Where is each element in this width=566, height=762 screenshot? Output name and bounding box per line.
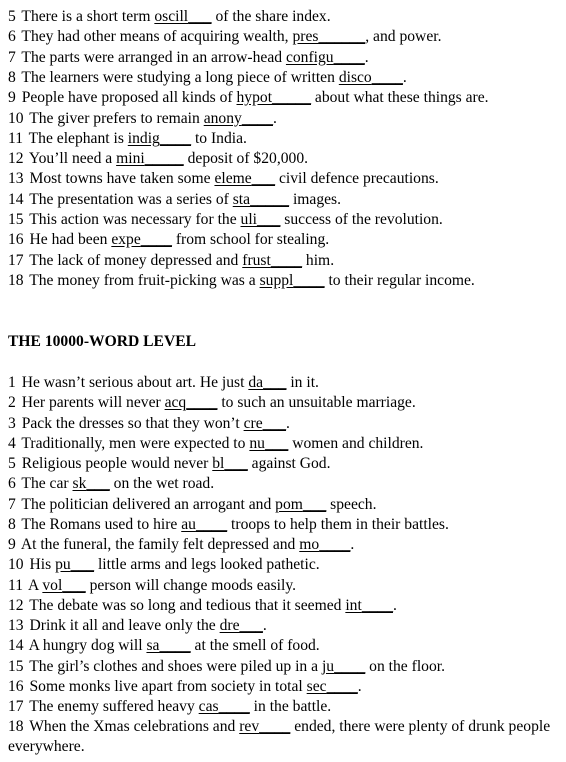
item-stem: nu [249,434,265,452]
exercise-item [8,576,566,596]
item-number: 12 [8,596,24,614]
item-text-before: Drink it all and leave only the [25,617,220,634]
item-text-after: in it. [286,374,319,391]
exercise-item [8,27,566,47]
exercise-item [8,414,566,434]
item-stem: mo [299,536,320,553]
item-text-after: . [402,68,407,86]
item-stem: frust [242,251,271,269]
item-number: 9 [8,536,16,553]
item-text-before: The enemy suffered heavy [25,698,199,715]
item-text-after: him. [302,251,335,269]
exercise-item [8,230,566,250]
item-stem: bl [212,455,225,472]
exercise-item [8,515,566,535]
item-text-after: about what these things are. [311,89,489,107]
item-blank: ____ [159,637,191,655]
item-blank: ___ [302,495,327,513]
item-number: 4 [8,434,16,452]
item-blank: ____ [361,596,393,614]
item-number: 16 [8,231,24,249]
item-stem: expe [111,231,141,249]
item-text-before: He wasn’t serious about art. He just [17,374,249,391]
item-blank: ____ [319,536,351,553]
item-text-before: Religious people would never [17,455,213,472]
item-blank: ___ [257,211,281,228]
item-text-after: . [350,536,355,553]
exercise-item [8,271,566,291]
exercise-item [8,657,566,677]
item-blank: ___ [70,556,95,574]
item-stem: cas [198,698,219,715]
item-number: 9 [8,89,16,107]
item-number: 6 [8,28,16,46]
item-number: 6 [8,475,16,493]
exercise-item [8,555,566,575]
item-text-before: Most towns have taken some [25,170,215,188]
item-text-after: ended, there were plenty of drunk people everywhere. [8,718,551,756]
item-number: 14 [8,190,24,208]
item-text-before: The Romans used to hire [17,515,182,533]
item-blank: ____ [186,394,218,412]
item-stem: pom [275,495,303,513]
item-blank: ____ [334,657,366,675]
item-blank: ____ [293,271,325,289]
item-text-after: person will change moods easily. [85,576,297,594]
item-text-after: civil defence precautions. [275,170,439,188]
item-text-before: Traditionally, men were expected to [17,434,250,452]
item-text-after: . [273,109,277,127]
item-stem: cre [243,414,263,432]
item-number: 7 [8,495,16,513]
item-text-before: There is a short term [17,8,155,25]
item-number: 15 [8,657,24,675]
item-number: 16 [8,677,24,695]
item-text-before: They had other means of acquiring wealth, [17,28,293,46]
item-number: 11 [8,129,24,147]
item-text-after: deposit of $20,000. [183,150,309,168]
section-heading: THE 10000-WORD LEVEL [8,333,197,350]
item-number: 13 [8,617,24,634]
item-text-after: against God. [247,455,331,472]
item-stem: dre [219,617,240,634]
exercise-item [8,616,566,636]
item-text-after: troops to help them in their battles. [227,515,449,533]
item-number: 3 [8,414,16,432]
item-stem: uli [240,211,257,228]
item-number: 10 [8,556,24,574]
item-text-after: at the smell of food. [190,637,320,655]
exercise-item [8,373,566,393]
item-text-after: in the battle. [249,698,332,715]
item-text-before: The learners were studying a long piece of written [17,68,339,86]
item-text-before: You’ll need a [25,150,117,168]
exercise-item [8,129,566,149]
item-blank: ______ [318,28,366,46]
item-text-before: When the Xmas celebrations and [25,718,240,736]
item-blank: ___ [239,617,263,634]
item-blank: _____ [250,190,290,208]
exercise-item [8,68,566,88]
item-text-before: The lack of money depressed and [25,251,243,269]
item-number: 12 [8,150,24,168]
item-text-before: His [25,556,56,574]
item-stem: int [345,596,362,614]
item-blank: ____ [159,129,192,147]
item-stem: mini [116,150,145,168]
item-blank: ___ [188,8,212,25]
item-stem: acq [164,394,187,412]
item-text-before: A hungry dog will [25,637,147,655]
exercise-item [8,210,566,230]
item-number: 1 [8,374,16,391]
item-blank: ___ [263,374,287,391]
item-blank: ____ [326,677,358,695]
item-stem: ju [321,657,335,675]
item-number: 8 [8,515,16,533]
item-number: 8 [8,68,16,86]
item-stem: anony [203,109,242,127]
item-blank: ____ [218,698,250,715]
item-blank: ___ [224,455,248,472]
item-text-after: success of the revolution. [280,211,443,228]
item-stem: pu [55,556,71,574]
item-blank: ___ [62,576,86,594]
item-text-before: Her parents will never [17,394,165,412]
exercise-item [8,169,566,189]
item-text-before: A [25,576,43,594]
item-text-after: of the share index. [211,8,331,25]
item-text-before: The presentation was a series of [25,190,233,208]
item-number: 18 [8,718,24,736]
exercise-item [8,88,566,108]
item-text-after: to such an unsuitable marriage. [217,394,416,412]
item-text-after: little arms and legs looked pathetic. [94,556,320,574]
item-text-before: People have proposed all kinds of [17,89,237,107]
item-stem: vol [42,576,63,594]
item-number: 7 [8,48,16,66]
exercise-item [8,454,566,474]
item-blank: ___ [86,475,110,493]
exercise-item [8,535,566,555]
exercise-item [8,636,566,656]
item-number: 17 [8,698,24,715]
item-stem: sa [146,637,160,655]
item-blank: ___ [264,434,289,452]
item-text-after: on the floor. [365,657,445,675]
item-text-after: , and power. [365,28,442,46]
item-text-before: Some monks live apart from society in total [25,677,307,695]
item-stem: au [181,515,196,533]
item-stem: oscill [154,8,189,25]
item-stem: indig [127,129,160,147]
exercise-item [8,596,566,616]
item-text-after: . [286,414,290,432]
exercise-item [8,697,566,717]
exercise-item [8,251,566,271]
item-blank: ____ [140,231,172,249]
item-stem: sk [72,475,87,493]
item-text-before: At the funeral, the family felt depressed and [17,536,300,553]
exercise-item [8,109,566,129]
item-text-after: on the wet road. [109,475,215,493]
item-text-before: The giver prefers to remain [25,109,204,127]
item-blank: ___ [262,414,287,432]
item-stem: pres [292,28,319,46]
item-text-after: . [364,48,369,66]
exercise-item [8,190,566,210]
item-text-before: Pack the dresses so that they won’t [17,414,244,432]
item-stem: hypot [236,89,273,107]
item-number: 18 [8,271,24,289]
item-blank: ____ [270,251,303,269]
item-stem: sta [232,190,251,208]
item-blank: ____ [259,718,291,736]
item-number: 5 [8,8,16,25]
item-blank: _____ [272,89,312,107]
item-number: 11 [8,576,24,594]
item-number: 10 [8,109,24,127]
item-text-before: He had been [25,231,112,249]
item-text-before: The elephant is [25,129,128,147]
item-text-after: . [357,677,362,695]
item-text-after: . [262,617,267,634]
item-text-before: The parts were arranged in an arrow-head [17,48,286,66]
item-blank: ____ [241,109,273,127]
item-stem: sec [306,677,327,695]
item-text-before: The debate was so long and tedious that it seemed [25,596,346,614]
exercise-item [8,677,566,697]
item-stem: da [248,374,264,391]
item-blank: ____ [371,68,403,86]
exercise-item [8,48,566,68]
item-text-before: The girl’s clothes and shoes were piled up in a [25,657,322,675]
item-text-after: speech. [326,495,377,513]
item-text-before: The money from fruit-picking was a [25,271,260,289]
item-number: 13 [8,170,24,188]
item-text-after: to their regular income. [324,271,475,289]
exercise-item [8,434,566,454]
exercise-item [8,149,566,169]
item-number: 5 [8,455,16,472]
item-text-before: The car [17,475,73,493]
item-number: 15 [8,211,24,228]
item-blank: ____ [333,48,365,66]
exercise-item [8,495,566,515]
item-text-after: women and children. [288,434,424,452]
item-text-before: The politician delivered an arrogant and [17,495,276,513]
item-stem: configu [285,48,334,66]
item-number: 2 [8,394,16,412]
exercise-item [8,7,566,27]
item-stem: disco [338,68,372,86]
item-stem: suppl [259,271,294,289]
item-text-before: This action was necessary for the [25,211,241,228]
item-number: 17 [8,251,24,269]
exercise-item [8,393,566,413]
item-stem: rev [239,718,260,736]
item-stem: eleme [214,170,252,188]
item-text-after: images. [289,190,342,208]
item-blank: _____ [144,150,184,168]
item-text-after: . [393,596,397,614]
item-blank: ___ [251,170,276,188]
item-number: 14 [8,637,24,655]
item-blank: ____ [195,515,228,533]
item-text-after: from school for stealing. [171,231,330,249]
exercise-item [8,474,566,494]
exercise-item [8,717,563,757]
item-text-after: to India. [191,129,247,147]
